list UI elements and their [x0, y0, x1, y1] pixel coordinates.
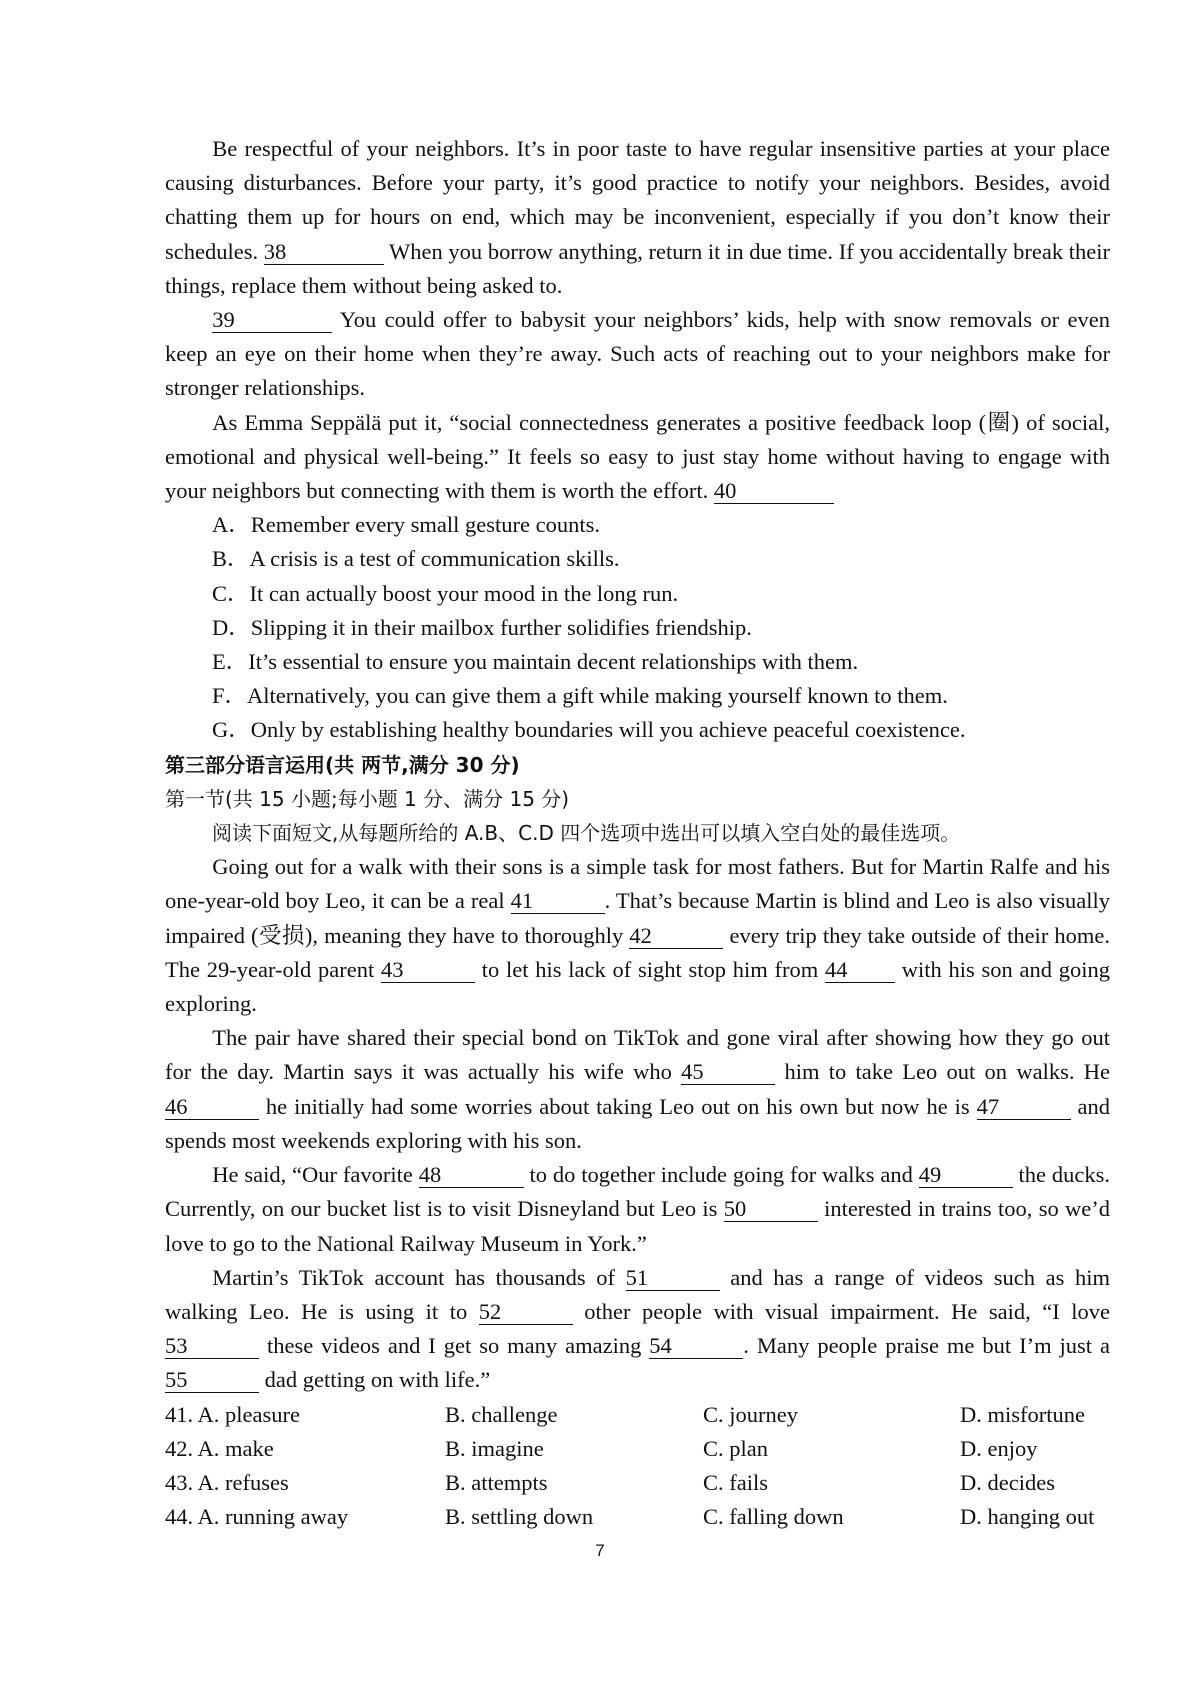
page-content — [165, 132, 1110, 1534]
page-number: 7 — [595, 1541, 605, 1560]
section-instruction: 阅读下面短文,从每题所给的 A.B、C.D 四个选项中选出可以填入空白处的最佳选项。 — [212, 821, 961, 846]
blank-44: 44 — [825, 958, 895, 983]
paragraph-text: Be respectful of your neighbors. It’s in poor taste to have regular insensitive parties at your place causing disturbances. Before your party, it’s good practice to notify your neighbors. Besides, avoid chatting them up for hours on end, which may be inconvenient, especially if you don’t know their schedules. — [165, 136, 1110, 264]
blank-40: 40 — [714, 479, 834, 504]
paragraph-text: with his son and going exploring. — [165, 956, 1110, 1017]
paragraph-text: . That’s because Martin is blind and Leo is also visually impaired (受损), meaning they have to thoroughly — [165, 888, 1110, 948]
question-option-d: D. misfortune — [960, 1401, 1085, 1427]
question-option-b: B. challenge — [445, 1401, 558, 1427]
paragraph-text: Going out for a walk with their sons is a simple task for most fathers. But for Martin Ralfe and his one-year-old boy Leo, it can be a real — [165, 854, 1110, 914]
option-e: E．It’s essential to ensure you maintain decent relationships with them. — [212, 649, 859, 675]
question-option-b: B. settling down — [445, 1504, 594, 1530]
question-option-c: C. fails — [703, 1469, 768, 1495]
question-stem-option-a: 44. A. running away — [165, 1504, 349, 1530]
question-option-b: B. imagine — [445, 1435, 544, 1461]
question-option-c: C. plan — [703, 1435, 768, 1461]
paragraph-text: dad getting on with life.” — [259, 1367, 491, 1393]
paragraph-text: As Emma Seppälä put it, “social connectedness generates a positive feedback loop (圈) of social, emotional and physical well-being.” It feels so easy to just stay home without having to engage with your neighbors but connecting with them is worth the effort. — [165, 409, 1110, 504]
option-a: A．Remember every small gesture counts. — [212, 512, 601, 538]
paragraph-text: He said, “Our favorite — [212, 1162, 419, 1188]
blank-50: 50 — [724, 1197, 818, 1222]
blank-52: 52 — [479, 1300, 573, 1325]
question-44 — [165, 1500, 1110, 1534]
question-option-c: C. falling down — [703, 1504, 844, 1530]
section-title: 第三部分语言运用(共 两节,满分 30 分) — [165, 752, 520, 777]
blank-48: 48 — [419, 1163, 524, 1188]
question-41 — [165, 1398, 1110, 1432]
passage-paragraph-1 — [165, 132, 1110, 303]
blank-45: 45 — [681, 1060, 775, 1085]
paragraph-text: to let his lack of sight stop him from — [474, 956, 825, 982]
question-option-d: D. enjoy — [960, 1435, 1038, 1461]
paragraph-text: When you borrow anything, return it in due time. If you accidentally break their things, replace them without being asked to. — [165, 238, 1110, 298]
question-option-d: D. hanging out — [960, 1504, 1095, 1530]
option-g: G．Only by establishing healthy boundaries will you achieve peaceful coexistence. — [212, 717, 966, 743]
cloze-paragraph-1 — [165, 850, 1110, 1021]
option-b: B．A crisis is a test of communication skills. — [212, 546, 620, 572]
paragraph-text: the ducks. Currently, on our bucket list is to visit Disneyland but Leo is — [165, 1162, 1110, 1222]
paragraph-text: interested in trains too, so we’d love to go to the National Railway Museum in York.” — [165, 1196, 1110, 1256]
paragraph-text: and has a range of videos such as him walking Leo. He is using it to — [165, 1264, 1111, 1324]
blank-51: 51 — [626, 1266, 720, 1291]
question-stem-option-a: 41. A. pleasure — [165, 1401, 300, 1427]
question-42 — [165, 1432, 1110, 1466]
section-subtitle: 第一节(共 15 小题;每小题 1 分、满分 15 分) — [165, 786, 570, 811]
option-c: C．It can actually boost your mood in the long run. — [212, 580, 679, 606]
paragraph-text: these videos and I get so many amazing — [259, 1333, 650, 1359]
question-stem-option-a: 43. A. refuses — [165, 1469, 289, 1495]
blank-41: 41 — [511, 889, 605, 914]
blank-49: 49 — [919, 1163, 1013, 1188]
blank-39: 39 — [212, 308, 332, 333]
passage-paragraph-3 — [165, 406, 1110, 509]
paragraph-text: You could offer to babysit your neighbors’ kids, help with snow removals or even keep an eye on their home when they’re away. Such acts of reaching out to your neighbors make for stronger relationships. — [165, 307, 1110, 401]
blank-53: 53 — [165, 1334, 259, 1359]
blank-47: 47 — [977, 1095, 1071, 1120]
option-d: D．Slipping it in their mailbox further solidifies friendship. — [212, 614, 752, 640]
question-43 — [165, 1466, 1110, 1500]
cloze-paragraph-4 — [165, 1261, 1110, 1398]
paragraph-text: every trip they take outside of their home. The 29-year-old parent — [165, 922, 1110, 982]
blank-55: 55 — [165, 1368, 259, 1393]
paragraph-text: and spends most weekends exploring with his son. — [165, 1093, 1110, 1153]
question-list — [165, 1398, 1110, 1535]
blank-43: 43 — [381, 958, 475, 983]
blank-42: 42 — [629, 924, 723, 949]
blank-46: 46 — [165, 1095, 259, 1120]
paragraph-text: Martin’s TikTok account has thousands of — [212, 1264, 626, 1290]
paragraph-text: . Many people praise me but I’m just a — [743, 1333, 1110, 1359]
question-stem-option-a: 42. A. make — [165, 1435, 274, 1461]
question-option-c: C. journey — [703, 1401, 798, 1427]
cloze-paragraph-3 — [165, 1158, 1110, 1261]
option-list — [165, 508, 1110, 747]
blank-54: 54 — [649, 1334, 743, 1359]
question-option-d: D. decides — [960, 1469, 1055, 1495]
question-option-b: B. attempts — [445, 1469, 548, 1495]
paragraph-text: to do together include going for walks and — [523, 1162, 919, 1188]
paragraph-text: him to take Leo out on walks. He — [775, 1059, 1110, 1085]
cloze-paragraph-2 — [165, 1021, 1110, 1158]
option-f: F．Alternatively, you can give them a gift while making yourself known to them. — [212, 683, 948, 709]
paragraph-text: The pair have shared their special bond on TikTok and gone viral after showing how they go out for the day. Martin says it was actually his wife who — [165, 1025, 1110, 1085]
passage-paragraph-2 — [165, 303, 1110, 406]
paragraph-text: other people with visual impairment. He said, “I love — [572, 1298, 1110, 1324]
paragraph-text: he initially had some worries about taking Leo out on his own but now he is — [259, 1093, 977, 1119]
blank-38: 38 — [264, 240, 384, 265]
